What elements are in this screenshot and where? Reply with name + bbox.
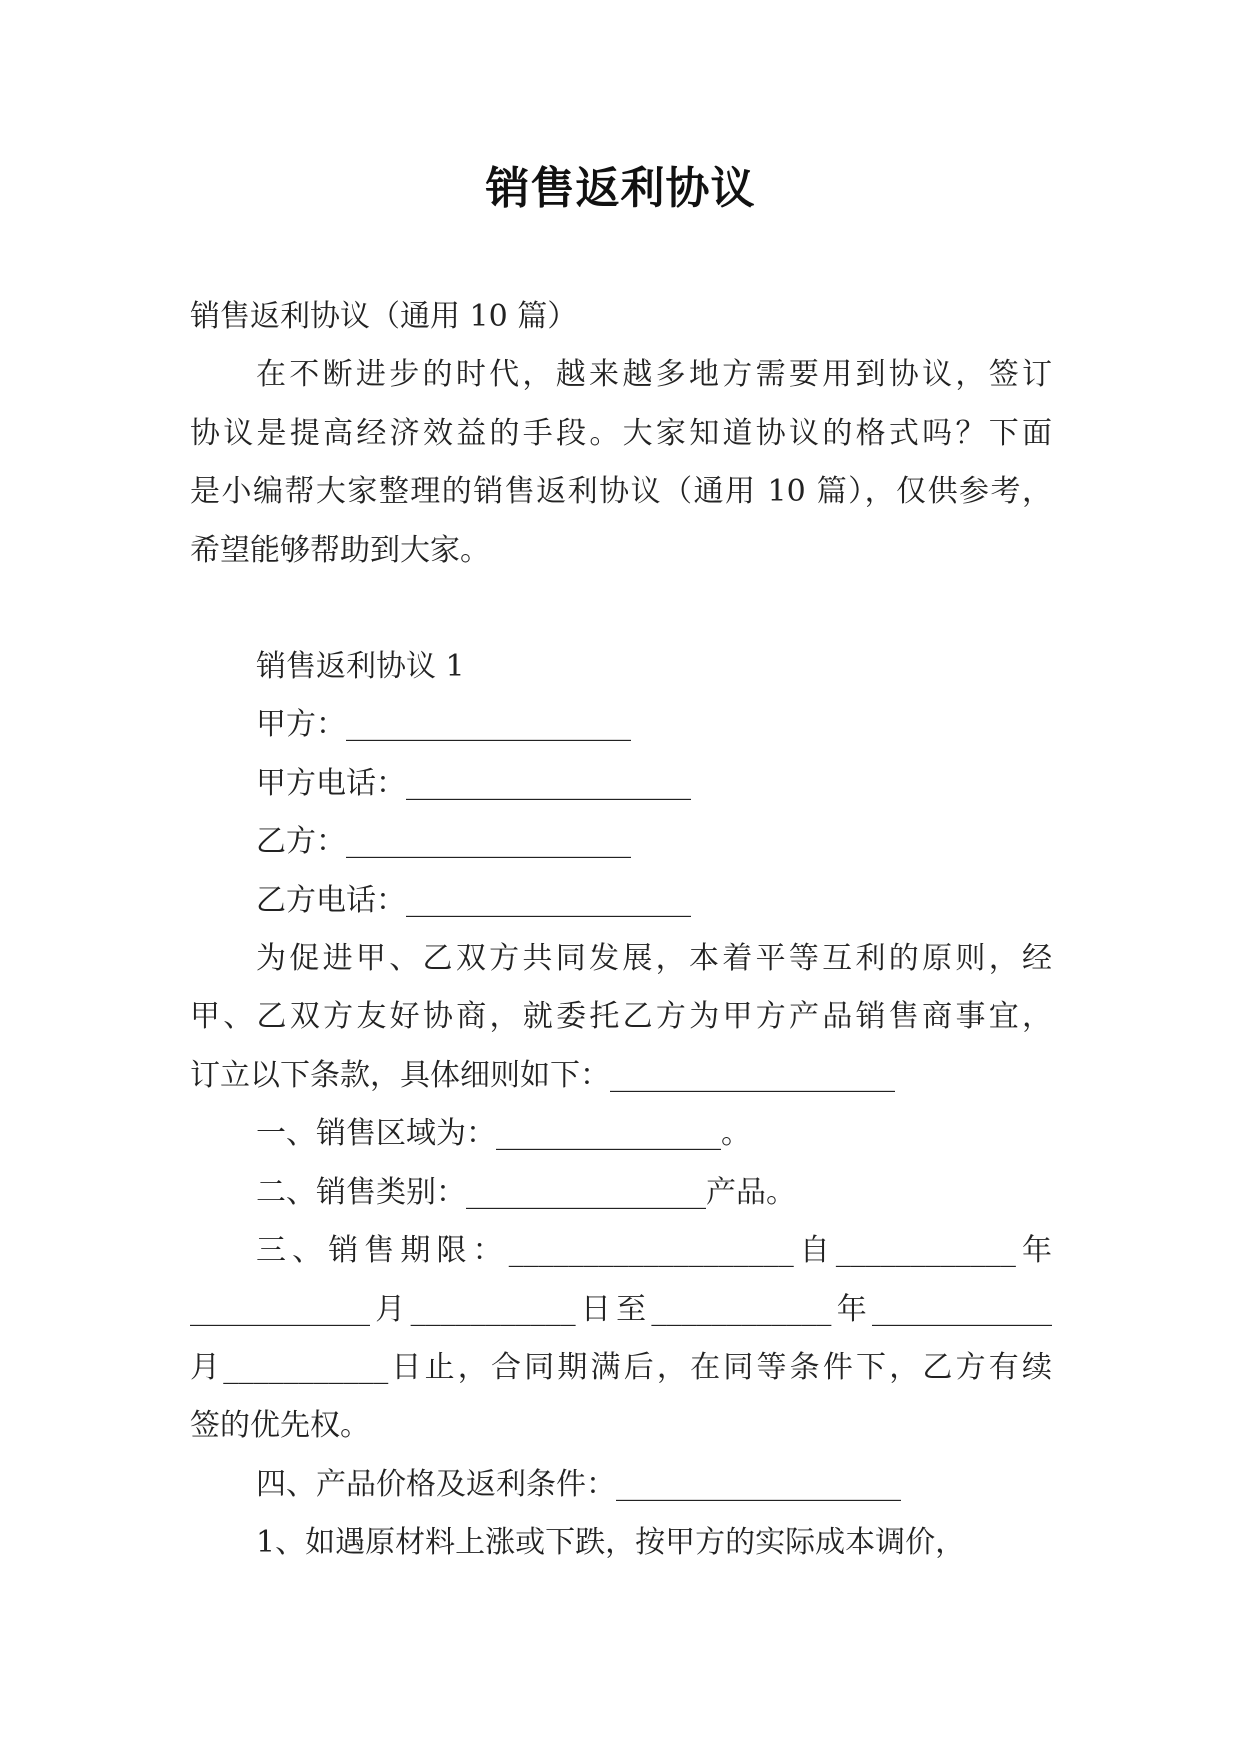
clause-sales-period-line-3: 月___________日止，合同期满后，在同等条件下，乙方有续	[190, 1349, 1052, 1385]
clause-sales-period-line-2: ____________月___________日至____________年____________	[190, 1291, 1052, 1327]
intro-line-2: 协议是提高经济效益的手段。大家知道协议的格式吗？下面	[190, 415, 1052, 451]
clause-price-adjustment: 1、如遇原材料上涨或下跌，按甲方的实际成本调价，	[256, 1525, 966, 1561]
party-a-field: 甲方：___________________	[256, 707, 631, 743]
clause-sales-area: 一、销售区域为：_______________。	[256, 1116, 751, 1152]
paragraph-gap	[190, 580, 1052, 638]
party-b-field: 乙方：___________________	[256, 824, 631, 860]
clause-sales-category: 二、销售类别：________________产品。	[256, 1174, 796, 1210]
intro-line-3: 是小编帮大家整理的销售返利协议（通用 10 篇），仅供参考，	[190, 474, 1052, 510]
intro-line-4: 希望能够帮助到大家。	[190, 532, 490, 568]
preamble-line-3: 订立以下条款，具体细则如下：___________________	[190, 1057, 895, 1093]
party-b-phone-field: 乙方电话：___________________	[256, 882, 691, 918]
document-body	[190, 288, 1052, 1573]
document-title: 销售返利协议	[485, 163, 756, 214]
party-a-phone-field: 甲方电话：___________________	[256, 765, 691, 801]
clause-price-rebate: 四、产品价格及返利条件：___________________	[256, 1466, 901, 1502]
clause-sales-period-line-4: 签的优先权。	[190, 1408, 370, 1444]
document-subtitle: 销售返利协议（通用 10 篇）	[190, 299, 578, 334]
intro-line-1: 在不断进步的时代，越来越多地方需要用到协议，签订	[256, 357, 1052, 393]
preamble-line-1: 为促进甲、乙双方共同发展，本着平等互利的原则，经	[256, 941, 1052, 977]
section-heading: 销售返利协议 1	[256, 649, 465, 685]
clause-sales-period-line-1: 三、销售期限：___________________自____________年	[256, 1233, 1052, 1269]
preamble-line-2: 甲、乙双方友好协商，就委托乙方为甲方产品销售商事宜，	[190, 999, 1052, 1035]
